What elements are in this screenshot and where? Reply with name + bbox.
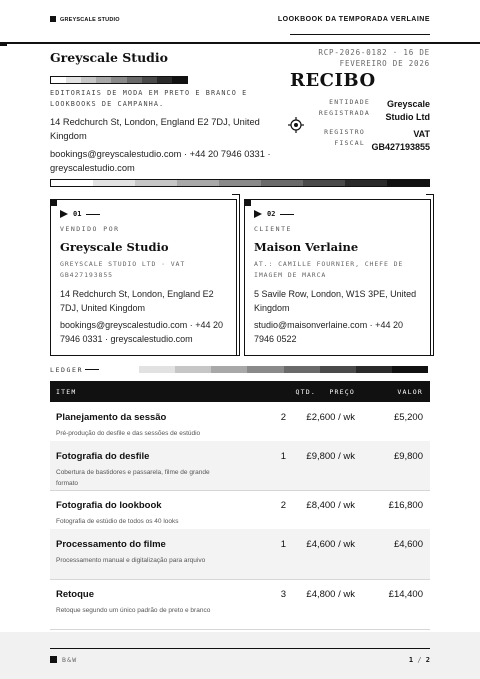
grayscale-swatch	[103, 366, 139, 373]
grayscale-strip-ledger	[103, 366, 428, 373]
item-description: Fotografia de estúdio de todos os 40 looks	[56, 518, 179, 525]
entity-label: ENTIDADE REGISTRADA	[318, 98, 370, 117]
grayscale-swatch	[211, 366, 247, 373]
seller-card	[50, 199, 237, 356]
header-brand-label: GREYSCALE STUDIO	[60, 17, 120, 23]
grayscale-swatch	[261, 180, 303, 186]
table-row	[50, 402, 430, 442]
footer-rule	[50, 648, 430, 649]
item-price: £4,800 / wk	[306, 589, 355, 600]
grayscale-swatch	[175, 366, 211, 373]
seller-role: VENDIDO POR	[60, 225, 120, 233]
grayscale-swatch	[387, 180, 429, 186]
client-role: CLIENTE	[254, 225, 292, 233]
client-card-marker	[244, 199, 251, 206]
page-indicator	[409, 656, 430, 664]
grayscale-swatch	[139, 366, 175, 373]
item-qty: 2	[280, 500, 286, 511]
grayscale-swatch	[93, 180, 135, 186]
col-qty-header: QTD.	[295, 388, 316, 396]
grayscale-swatch	[345, 180, 387, 186]
header-rule	[290, 34, 430, 35]
table-row	[50, 490, 430, 530]
grayscale-swatch	[177, 180, 219, 186]
studio-address: 14 Redchurch St, London, England E2 7DJ, United Kingdom	[50, 117, 260, 141]
item-description: Processamento manual e digitalização para arquivo	[56, 557, 206, 564]
item-qty: 3	[280, 589, 286, 600]
seller-name: Greyscale Studio	[60, 240, 169, 254]
item-description: Cobertura de bastidores e passarela, filme de grande formato	[56, 469, 210, 487]
client-index: 02	[267, 210, 276, 218]
grayscale-swatch	[356, 366, 392, 373]
item-qty: 2	[280, 412, 286, 423]
grayscale-swatch	[157, 77, 172, 83]
seller-card-offset-top	[232, 194, 240, 195]
item-description: Pré-produção do desfile e das sessões de estúdio	[56, 430, 201, 437]
item-title: Retoque	[56, 589, 94, 600]
ledger-label-rule	[85, 369, 99, 370]
col-item-header: ITEM	[56, 388, 77, 396]
item-price: £8,400 / wk	[306, 500, 355, 511]
item-title: Fotografia do desfile	[56, 451, 150, 462]
client-index-rule	[280, 214, 294, 215]
corner-tick	[0, 44, 7, 46]
play-triangle-icon	[254, 210, 262, 218]
grayscale-swatch	[142, 77, 157, 83]
grayscale-swatch	[135, 180, 177, 186]
item-value: £14,400	[388, 589, 423, 600]
studio-name: Greyscale Studio	[50, 50, 168, 65]
item-title: Processamento do filme	[56, 539, 166, 550]
client-name: Maison Verlaine	[254, 240, 359, 254]
item-price: £2,600 / wk	[306, 412, 355, 423]
seller-address: 14 Redchurch St, London, England E2 7DJ, United Kingdom	[60, 289, 214, 313]
brand-square-icon	[50, 16, 56, 22]
client-attention: AT.: CAMILLE FOURNIER, CHEFE DE IMAGEM DE MARCA	[254, 260, 404, 279]
receipt-number-date: RCP-2026-0182 · 16 DE FEVEREIRO DE 2026	[318, 48, 430, 68]
seller-index-rule	[86, 214, 100, 215]
ledger-table-header	[50, 381, 430, 402]
seller-card-marker	[50, 199, 57, 206]
item-qty: 1	[280, 539, 286, 550]
grayscale-strip-small	[50, 76, 188, 84]
grayscale-swatch	[284, 366, 320, 373]
grayscale-swatch	[127, 77, 142, 83]
item-price: £9,800 / wk	[306, 451, 355, 462]
item-description: Retoque segundo um único padrão de preto e branco	[56, 607, 211, 614]
seller-index: 01	[73, 210, 82, 218]
running-header	[50, 14, 430, 28]
grayscale-swatch	[51, 77, 66, 83]
page-separator: /	[417, 656, 422, 664]
grayscale-swatch	[66, 77, 81, 83]
tax-label: REGISTRO FISCAL	[324, 128, 365, 147]
client-card-offset-top	[426, 194, 434, 195]
client-address: 5 Savile Row, London, W1S 3PE, United Kingdom	[254, 289, 417, 313]
grayscale-swatch	[172, 77, 187, 83]
item-qty: 1	[280, 451, 286, 462]
ledger-label: LEDGER	[50, 366, 84, 374]
grayscale-swatch	[51, 180, 93, 186]
grayscale-swatch	[320, 366, 356, 373]
table-row	[50, 529, 430, 580]
col-price-header: PREÇO	[329, 388, 355, 396]
item-value: £9,800	[393, 451, 423, 462]
seller-registration: GREYSCALE STUDIO LTD · VAT GB427193855	[60, 260, 186, 279]
grayscale-swatch	[303, 180, 345, 186]
item-price: £4,600 / wk	[306, 539, 355, 550]
table-row	[50, 441, 430, 491]
page-current: 1	[408, 656, 414, 664]
grayscale-swatch	[96, 77, 111, 83]
grayscale-swatch	[392, 366, 428, 373]
table-row	[50, 579, 430, 630]
item-value: £4,600	[393, 539, 423, 550]
crosshair-icon	[288, 117, 304, 133]
seller-contact[interactable]: bookings@greyscalestudio.com · +44 20 7946 0331 · greyscalestudio.com	[60, 320, 223, 344]
item-title: Fotografia do lookbook	[56, 500, 162, 511]
footer-label: B&W	[62, 656, 78, 664]
page-total: 2	[425, 656, 430, 664]
grayscale-swatch	[111, 77, 126, 83]
grayscale-swatch	[247, 366, 283, 373]
footer-square-icon	[50, 656, 57, 663]
studio-contact[interactable]: bookings@greyscalestudio.com · +44 20 7946 0331 · greyscalestudio.com	[50, 149, 271, 173]
col-value-header: VALOR	[397, 388, 423, 396]
client-contact[interactable]: studio@maisonverlaine.com · +44 20 7946 0522	[254, 320, 403, 344]
receipt-title: RECIBO	[290, 70, 376, 91]
entity-value: Greyscale Studio Ltd	[385, 99, 430, 122]
item-title: Planejamento da sessão	[56, 412, 167, 423]
item-value: £5,200	[393, 412, 423, 423]
header-collection-label: LOOKBOOK DA TEMPORADA VERLAINE	[277, 16, 430, 23]
tax-value: VAT GB427193855	[371, 129, 430, 152]
grayscale-swatch	[81, 77, 96, 83]
grayscale-strip-wide	[50, 179, 430, 187]
page-top-rule	[0, 42, 480, 44]
play-triangle-icon	[60, 210, 68, 218]
item-value: £16,800	[388, 500, 423, 511]
grayscale-swatch	[219, 180, 261, 186]
client-card	[244, 199, 431, 356]
studio-tagline: EDITORIAIS DE MODA EM PRETO E BRANCO E LOOKBOOKS DE CAMPANHA.	[50, 89, 248, 108]
